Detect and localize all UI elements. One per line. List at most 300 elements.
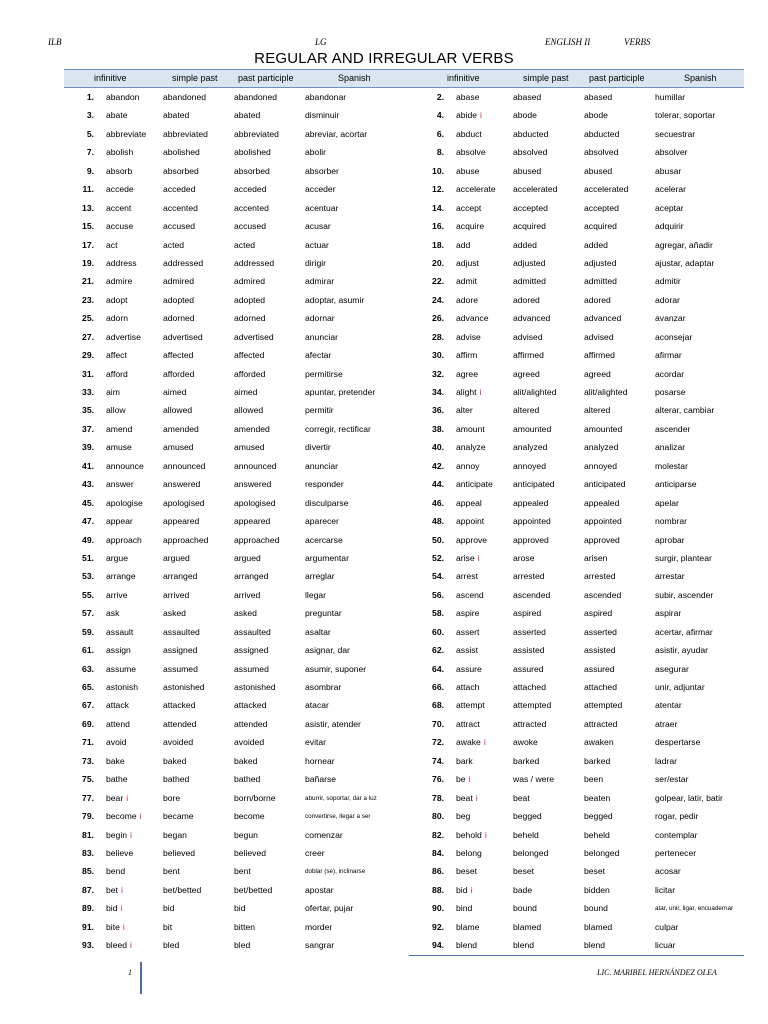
verb-past-participle: appointed <box>584 516 622 527</box>
verb-infinitive: assist <box>456 645 478 656</box>
verb-simple-past: approached <box>163 534 209 545</box>
verb-infinitive: assure <box>456 663 482 674</box>
verb-spanish: atar, unir, ligar, encuadernar <box>655 905 734 913</box>
verb-spanish: disculparse <box>305 497 349 508</box>
table-row <box>0 532 768 550</box>
verb-simple-past: amended <box>163 423 199 434</box>
verb-infinitive: abate <box>106 110 128 121</box>
verb-simple-past: believed <box>163 847 196 858</box>
verb-spanish: surgir, plantear <box>655 552 712 563</box>
verb-simple-past: assigned <box>163 645 198 656</box>
col-past-participle-right: past participle <box>589 73 645 83</box>
verb-infinitive-text: bleed <box>106 940 128 951</box>
verb-number: 22. <box>432 276 444 287</box>
verb-spanish: atraer <box>655 718 678 729</box>
verb-simple-past: affirmed <box>513 350 544 361</box>
verb-simple-past: bit <box>163 921 173 932</box>
verb-past-participle: assaulted <box>234 626 271 637</box>
table-row <box>0 900 768 918</box>
table-row <box>0 882 768 900</box>
verb-infinitive: bind <box>456 903 473 914</box>
verb-infinitive: attack <box>106 700 129 711</box>
verb-past-participle: begged <box>584 811 613 822</box>
verb-simple-past: agreed <box>513 368 540 379</box>
verb-number: 56. <box>432 589 444 600</box>
verb-spanish: ladrar <box>655 755 677 766</box>
verb-past-participle: abbreviated <box>234 128 279 139</box>
verb-past-participle: adored <box>584 294 611 305</box>
table-row <box>0 845 768 863</box>
verb-simple-past: abused <box>513 165 542 176</box>
verb-infinitive: absolve <box>456 147 486 158</box>
verb-past-participle: abandoned <box>234 92 278 102</box>
verb-simple-past: bent <box>163 866 180 877</box>
verb-number: 70. <box>432 718 444 729</box>
verb-infinitive: ascend <box>456 589 484 600</box>
verb-number: 61. <box>82 645 94 656</box>
verb-past-participle: attacked <box>234 700 267 711</box>
verb-number: 64. <box>432 663 444 674</box>
header-topic: VERBS <box>624 37 651 47</box>
verb-spanish: aparecer <box>305 516 339 527</box>
verb-infinitive: abuse <box>456 165 480 176</box>
verb-infinitive: announce <box>106 460 144 471</box>
verb-simple-past: acted <box>163 239 185 250</box>
verb-infinitive: aspire <box>456 608 480 619</box>
verb-infinitive: apologise <box>106 497 143 508</box>
verb-spanish: ascender <box>655 423 691 434</box>
verb-past-participle: abused <box>584 165 613 176</box>
verb-spanish: abolir <box>305 147 327 158</box>
verb-spanish: actuar <box>305 239 329 250</box>
verb-spanish: anunciar <box>305 331 338 342</box>
verb-past-participle: assured <box>584 663 615 674</box>
verb-infinitive <box>106 940 132 950</box>
verb-past-participle: assigned <box>234 645 269 656</box>
table-row <box>0 310 768 328</box>
verb-simple-past: was / were <box>513 774 555 785</box>
table-row <box>0 89 768 107</box>
verb-spanish: culpar <box>655 921 679 932</box>
verb-infinitive: bake <box>106 755 125 766</box>
verb-number: 81. <box>82 829 94 840</box>
verb-simple-past: assured <box>513 663 544 674</box>
verb-spanish: anticiparse <box>655 479 697 490</box>
verb-past-participle: ascended <box>584 589 622 600</box>
table-row <box>0 734 768 752</box>
verb-infinitive: bend <box>106 866 126 877</box>
irregular-marker: i <box>475 792 478 803</box>
verb-past-participle: appealed <box>584 497 620 508</box>
verb-infinitive: aim <box>106 387 120 397</box>
verb-simple-past: analyzed <box>513 442 548 453</box>
table-row <box>0 495 768 513</box>
verb-number: 45. <box>82 497 94 508</box>
verb-simple-past: attended <box>163 718 197 729</box>
verb-infinitive: annoy <box>456 460 480 471</box>
verb-past-participle: beaten <box>584 792 611 803</box>
verb-past-participle: apologised <box>234 497 276 508</box>
verb-number: 11. <box>82 184 94 195</box>
verb-simple-past: added <box>513 239 537 250</box>
verb-spanish: pertenecer <box>655 847 697 858</box>
verb-past-participle: avoided <box>234 737 265 748</box>
verb-infinitive: blame <box>456 921 480 932</box>
verb-number: 41. <box>82 460 94 471</box>
table-row <box>0 568 768 586</box>
verb-simple-past: asked <box>163 608 186 619</box>
verb-infinitive: adorn <box>106 313 128 324</box>
verb-spanish: acusar <box>305 221 331 232</box>
verb-infinitive: assert <box>456 626 480 637</box>
verb-number: 73. <box>82 755 94 766</box>
verb-simple-past: accepted <box>513 202 548 213</box>
verb-infinitive-text: bite <box>106 921 120 932</box>
verb-infinitive: accuse <box>106 221 134 232</box>
verb-number: 62. <box>432 645 444 656</box>
table-row <box>0 107 768 125</box>
verb-simple-past: bled <box>163 940 180 951</box>
verb-table <box>0 89 768 956</box>
verb-past-participle: bathed <box>234 774 261 785</box>
table-row <box>0 661 768 679</box>
verb-number: 13. <box>82 202 94 213</box>
verb-number: 57. <box>82 608 94 619</box>
irregular-marker: i <box>120 884 123 895</box>
verb-infinitive <box>456 885 472 895</box>
verb-number: 92. <box>432 921 444 932</box>
verb-infinitive <box>456 774 470 784</box>
table-row <box>0 624 768 642</box>
column-header-row <box>64 69 744 88</box>
verb-number: 9. <box>86 165 94 176</box>
verb-past-participle: admitted <box>584 276 617 287</box>
header-left: ILB <box>48 37 62 47</box>
verb-simple-past: adjusted <box>513 257 546 268</box>
verb-number: 23. <box>82 294 94 305</box>
table-row <box>0 200 768 218</box>
verb-past-participle: belonged <box>584 847 620 858</box>
table-row <box>0 790 768 808</box>
table-row <box>0 273 768 291</box>
verb-past-participle: advised <box>584 331 614 342</box>
verb-simple-past: addressed <box>163 257 204 268</box>
irregular-marker: i <box>130 829 132 840</box>
verb-infinitive: astonish <box>106 682 139 692</box>
table-row <box>0 402 768 420</box>
verb-spanish: tolerar, soportar <box>655 110 716 121</box>
verb-spanish: creer <box>305 847 325 858</box>
verb-simple-past: blend <box>513 940 535 951</box>
verb-past-participle: abased <box>584 92 613 102</box>
verb-simple-past: beheld <box>513 829 539 840</box>
verb-simple-past: bathed <box>163 774 190 785</box>
verb-simple-past: absolved <box>513 147 548 158</box>
table-row <box>0 439 768 457</box>
col-spanish-left: Spanish <box>338 73 371 83</box>
verb-infinitive: attempt <box>456 700 485 711</box>
verb-spanish: despertarse <box>655 737 701 748</box>
verb-simple-past: acceded <box>163 184 196 195</box>
verb-simple-past: absorbed <box>163 165 199 176</box>
verb-spanish: secuestrar <box>655 128 696 139</box>
verb-number: 65. <box>82 682 94 692</box>
verb-infinitive <box>456 553 480 563</box>
verb-simple-past: asserted <box>513 626 546 637</box>
verb-number: 72. <box>432 737 444 748</box>
verb-past-participle: adopted <box>234 294 266 305</box>
verb-spanish: doblar (se), inclinarse <box>305 868 366 876</box>
verb-number: 89. <box>82 903 94 914</box>
verb-past-participle: believed <box>234 847 267 858</box>
verb-spanish: humillar <box>655 92 686 102</box>
verb-spanish: atacar <box>305 700 329 711</box>
verb-infinitive: belong <box>456 847 482 858</box>
verb-simple-past: attempted <box>513 700 552 711</box>
verb-infinitive <box>106 811 142 821</box>
verb-simple-past: barked <box>513 755 540 766</box>
verb-number: 21. <box>82 276 94 287</box>
verb-infinitive: bathe <box>106 774 128 785</box>
verb-infinitive: accelerate <box>456 184 496 195</box>
verb-past-participle: blamed <box>584 921 613 932</box>
verb-number: 12. <box>432 184 444 195</box>
verb-past-participle: abode <box>584 110 608 121</box>
verb-infinitive: add <box>456 239 471 250</box>
verb-past-participle: begun <box>234 829 258 840</box>
verb-spanish: abandonar <box>305 92 347 102</box>
verb-simple-past: begged <box>513 811 542 822</box>
table-row <box>0 292 768 310</box>
verb-past-participle: asked <box>234 608 257 619</box>
irregular-marker: i <box>126 792 129 803</box>
verb-infinitive: advance <box>456 313 489 324</box>
verb-infinitive: adjust <box>456 257 479 268</box>
verb-spanish: ser/estar <box>655 774 689 785</box>
verb-spanish: acentuar <box>305 202 339 213</box>
verb-simple-past: began <box>163 829 187 840</box>
verb-past-participle: aspired <box>584 608 613 619</box>
verb-infinitive: abase <box>456 92 480 102</box>
verb-infinitive: accent <box>106 202 132 213</box>
verb-simple-past: awoke <box>513 737 538 748</box>
verb-simple-past: appealed <box>513 497 549 508</box>
verb-infinitive <box>106 830 132 840</box>
verb-number: 46. <box>432 497 444 508</box>
verb-number: 44. <box>432 479 444 490</box>
verb-past-participle: assisted <box>584 645 616 656</box>
verb-spanish: licitar <box>655 884 676 895</box>
verb-past-participle: assumed <box>234 663 269 674</box>
verb-infinitive: ask <box>106 608 120 619</box>
verb-number: 2. <box>436 92 444 102</box>
verb-simple-past: aimed <box>163 387 187 397</box>
verb-spanish: abusar <box>655 165 682 176</box>
verb-simple-past: beset <box>513 866 535 877</box>
verb-spanish: permitir <box>305 405 334 416</box>
verb-past-participle: aimed <box>234 387 258 397</box>
table-row <box>0 347 768 365</box>
table-row <box>0 366 768 384</box>
verb-number: 43. <box>82 479 94 490</box>
verb-simple-past: aspired <box>513 608 542 619</box>
verb-past-participle: bled <box>234 940 251 951</box>
verb-number: 63. <box>82 663 94 674</box>
verb-number: 87. <box>82 884 94 895</box>
verb-infinitive: accept <box>456 202 482 213</box>
verb-past-participle: abated <box>234 110 261 121</box>
verb-past-participle: barked <box>584 755 611 766</box>
table-row <box>0 476 768 494</box>
verb-infinitive: appeal <box>456 497 482 508</box>
table-row <box>0 827 768 845</box>
verb-spanish: preguntar <box>305 608 342 619</box>
verb-infinitive: admit <box>456 276 478 287</box>
verb-spanish: apelar <box>655 497 679 508</box>
verb-infinitive: bark <box>456 755 473 766</box>
verb-past-participle: affected <box>234 350 265 361</box>
page-number: 1 <box>128 968 132 977</box>
verb-spanish: responder <box>305 479 344 490</box>
verb-infinitive: absorb <box>106 165 133 176</box>
verb-spanish: disminuir <box>305 110 340 121</box>
verb-number: 40. <box>432 442 444 453</box>
verb-simple-past: affected <box>163 350 194 361</box>
verb-number: 49. <box>82 534 94 545</box>
table-row <box>0 458 768 476</box>
verb-number: 35. <box>82 405 94 416</box>
verb-spanish: permitirse <box>305 368 343 379</box>
verb-simple-past: arose <box>513 552 535 563</box>
verb-spanish: afirmar <box>655 350 682 361</box>
verb-infinitive-text: begin <box>106 829 128 840</box>
verb-infinitive-text: be <box>456 774 466 785</box>
verb-number: 5. <box>86 128 94 139</box>
verb-past-participle: born/borne <box>234 792 276 803</box>
verb-spanish: asumir, suponer <box>305 663 367 674</box>
verb-past-participle: attempted <box>584 700 623 711</box>
verb-spanish: unir, adjuntar <box>655 682 705 692</box>
verb-number: 34. <box>432 387 444 397</box>
irregular-marker: i <box>483 737 486 748</box>
verb-past-participle: acquired <box>584 221 617 232</box>
verb-number: 50. <box>432 534 444 545</box>
verb-infinitive: attract <box>456 718 480 729</box>
verb-spanish: divertir <box>305 442 331 453</box>
verb-infinitive: adore <box>456 294 478 305</box>
verb-infinitive: assume <box>106 663 137 674</box>
table-row <box>0 716 768 734</box>
verb-past-participle: bent <box>234 866 251 877</box>
verb-infinitive <box>456 110 482 120</box>
table-row <box>0 421 768 439</box>
verb-infinitive: anticipate <box>456 479 493 490</box>
table-row <box>0 919 768 937</box>
verb-infinitive: accede <box>106 184 134 195</box>
header-subject: ENGLISH II <box>545 37 591 47</box>
verb-infinitive-text: beat <box>456 792 473 803</box>
verb-spanish: aprobar <box>655 534 685 545</box>
verb-spanish: contemplar <box>655 829 698 840</box>
verb-past-participle: amended <box>234 423 270 434</box>
verb-number: 42. <box>432 460 444 471</box>
verb-spanish: sangrar <box>305 940 335 951</box>
verb-spanish: adornar <box>305 313 335 324</box>
verb-simple-past: assumed <box>163 663 198 674</box>
verb-spanish: acelerar <box>655 184 687 195</box>
verb-spanish: golpear, latir, batir <box>655 792 723 803</box>
verb-number: 75. <box>82 774 94 785</box>
verb-past-participle: attached <box>584 682 617 692</box>
verb-spanish: admitir <box>655 276 681 287</box>
irregular-marker: i <box>139 811 142 822</box>
verb-number: 7. <box>86 147 94 158</box>
verb-simple-past: advanced <box>513 313 551 324</box>
table-row <box>0 771 768 789</box>
verb-infinitive: affirm <box>456 350 478 361</box>
verb-spanish: hornear <box>305 755 335 766</box>
verb-past-participle: abducted <box>584 128 620 139</box>
verb-infinitive: avoid <box>106 737 127 748</box>
table-row <box>0 605 768 623</box>
verb-infinitive: afford <box>106 368 128 379</box>
verb-simple-past: attracted <box>513 718 547 729</box>
table-row <box>0 587 768 605</box>
verb-simple-past: amused <box>163 442 194 453</box>
verb-simple-past: acquired <box>513 221 546 232</box>
verb-past-participle: agreed <box>584 368 611 379</box>
verb-number: 60. <box>432 626 444 637</box>
verb-simple-past: accented <box>163 202 198 213</box>
verb-number: 1. <box>86 92 94 102</box>
verb-number: 86. <box>432 866 444 877</box>
verb-simple-past: abolished <box>163 147 200 158</box>
verb-spanish: avanzar <box>655 313 686 324</box>
verb-past-participle: absorbed <box>234 165 270 176</box>
verb-number: 31. <box>82 368 94 379</box>
verb-infinitive: attach <box>456 682 480 692</box>
table-row <box>0 808 768 826</box>
verb-past-participle: amounted <box>584 423 623 434</box>
verb-infinitive: address <box>106 257 137 268</box>
verb-simple-past: attached <box>513 682 546 692</box>
verb-past-participle: addressed <box>234 257 275 268</box>
verb-spanish: acceder <box>305 184 336 195</box>
verb-spanish: comenzar <box>305 829 343 840</box>
verb-past-participle: amused <box>234 442 265 453</box>
col-infinitive-right: infinitive <box>447 73 480 83</box>
col-past-participle-left: past participle <box>238 73 294 83</box>
irregular-marker: i <box>480 110 482 121</box>
verb-simple-past: belonged <box>513 847 549 858</box>
page-number-bar <box>140 962 142 994</box>
table-row <box>0 218 768 236</box>
verb-number: 66. <box>432 682 444 692</box>
verb-number: 67. <box>82 700 94 711</box>
verb-infinitive: approach <box>106 534 142 545</box>
verb-spanish: licuar <box>655 940 676 951</box>
table-row <box>0 753 768 771</box>
verb-number: 69. <box>82 718 94 729</box>
verb-past-participle: anticipated <box>584 479 626 490</box>
verb-past-participle: adorned <box>234 313 266 324</box>
verb-past-participle: advanced <box>584 313 622 324</box>
verb-spanish: aburrir, soportar, dar a luz <box>305 794 377 802</box>
verb-spanish: apostar <box>305 884 334 895</box>
verb-spanish: abreviar, acortar <box>305 128 368 139</box>
verb-spanish: absolver <box>655 147 688 158</box>
verb-number: 18. <box>432 239 444 250</box>
